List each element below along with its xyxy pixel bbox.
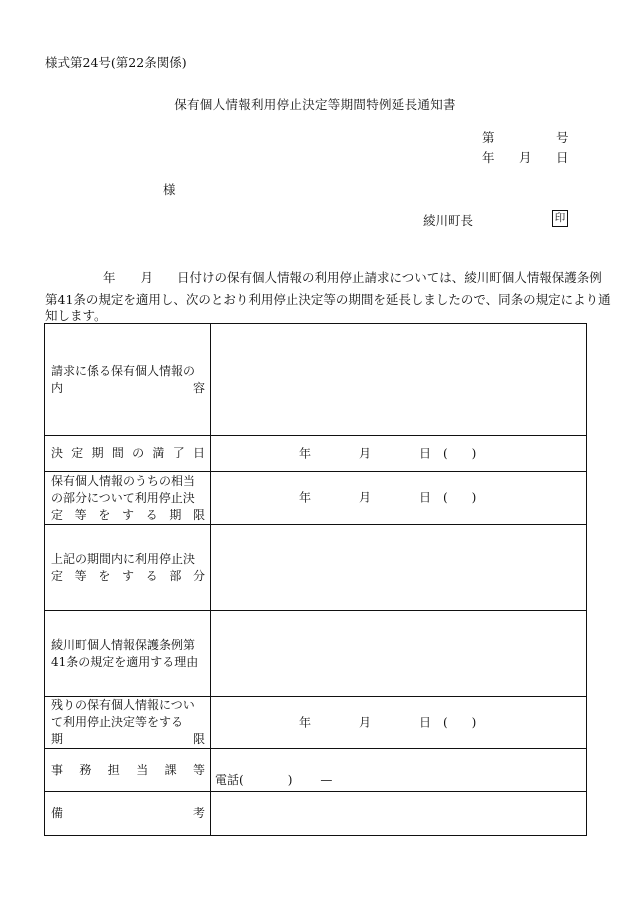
- field-reason[interactable]: [211, 611, 587, 697]
- sender-name: 綾川町長: [423, 213, 474, 228]
- phone-close-paren: ): [287, 773, 293, 787]
- notice-form-table: [44, 323, 587, 836]
- doc-date-year: 年: [482, 150, 495, 165]
- date-year: 年: [299, 490, 312, 505]
- label-partial-scope: [45, 525, 211, 611]
- field-remaining-deadline-date[interactable]: [211, 697, 587, 749]
- doc-number-prefix: 第: [482, 130, 495, 145]
- label-line: 残りの保有個人情報につい: [51, 698, 195, 712]
- date-day: 日: [419, 446, 432, 460]
- table-row: [45, 436, 587, 472]
- date-line: [211, 714, 586, 731]
- doc-date-month: 月: [519, 150, 532, 165]
- document-title: 保有個人情報利用停止決定等期間特例延長通知書: [174, 97, 456, 112]
- label-partial-deadline: [45, 472, 211, 525]
- label-line: 請求に係る保有個人情報の: [51, 363, 196, 378]
- table-row: [45, 472, 587, 525]
- table-row: [45, 525, 587, 611]
- field-partial-scope[interactable]: [211, 525, 587, 611]
- date-weekday-paren: ( ): [443, 490, 477, 505]
- label-department: [45, 749, 211, 792]
- table-row: [45, 697, 587, 749]
- doc-number-suffix: 号: [556, 130, 569, 145]
- label-reason: [45, 611, 211, 697]
- date-year: 年: [299, 715, 312, 729]
- table-row: [45, 611, 587, 697]
- body-paragraph-line-2: 第41条の規定を適用し、次のとおり利用停止決定等の期間を延長しましたので、同条の規定により通: [45, 292, 611, 307]
- label-requested-info: [45, 324, 211, 436]
- label-remarks: [45, 792, 211, 836]
- seal-stamp: 印: [552, 210, 568, 227]
- label-line: 事務担当課等: [51, 762, 205, 777]
- date-year: 年: [299, 446, 312, 460]
- field-deadline-date[interactable]: [211, 436, 587, 472]
- date-line: [211, 490, 586, 507]
- label-remaining-deadline: [45, 697, 211, 749]
- label-line: 内容: [51, 380, 205, 395]
- date-month: 月: [359, 715, 372, 729]
- field-department[interactable]: [211, 749, 587, 792]
- label-line: 決定期間の満了日: [51, 446, 205, 460]
- date-weekday-paren: ( ): [443, 446, 477, 460]
- date-weekday-paren: ( ): [443, 715, 477, 729]
- label-line: の部分について利用停止決: [51, 490, 195, 505]
- addressee-honorific: 様: [163, 182, 176, 197]
- label-line: 上記の期間内に利用停止決: [51, 551, 196, 566]
- body-paragraph-line-3: 知します。: [45, 308, 107, 323]
- form-number: 様式第24号(第22条関係): [45, 55, 187, 70]
- body-year: 年: [103, 270, 116, 285]
- date-day: 日: [419, 715, 432, 729]
- body-month: 月: [140, 270, 154, 285]
- body-text: 日付けの保有個人情報の利用停止請求については、綾川町個人情報保護条例: [177, 270, 602, 285]
- label-line: て利用停止決定等をする: [51, 715, 184, 729]
- label-line: 41条の規定を適用する理由: [51, 654, 199, 669]
- field-partial-deadline-date[interactable]: [211, 472, 587, 525]
- label-line: 綾川町個人情報保護条例第: [51, 637, 196, 652]
- date-day: 日: [419, 490, 432, 505]
- table-row: [45, 749, 587, 792]
- table-row: [45, 792, 587, 836]
- phone-dash: —: [320, 773, 333, 787]
- label-line: 定等をする部分: [51, 568, 205, 583]
- field-requested-info[interactable]: [211, 324, 587, 436]
- table-row: [45, 324, 587, 436]
- body-paragraph-line-1: [103, 268, 602, 286]
- label-line: 期限: [51, 732, 205, 746]
- date-month: 月: [359, 446, 372, 460]
- label-deadline: [45, 436, 211, 472]
- label-line: 保有個人情報のうちの相当: [51, 473, 196, 488]
- label-line: 備考: [51, 806, 205, 820]
- label-line: 定等をする期限: [51, 507, 205, 522]
- date-line: [211, 445, 586, 462]
- field-remarks[interactable]: [211, 792, 587, 836]
- phone-line: [215, 772, 332, 789]
- date-month: 月: [359, 490, 372, 505]
- doc-date-day: 日: [556, 150, 569, 165]
- phone-label: 電話(: [215, 773, 244, 787]
